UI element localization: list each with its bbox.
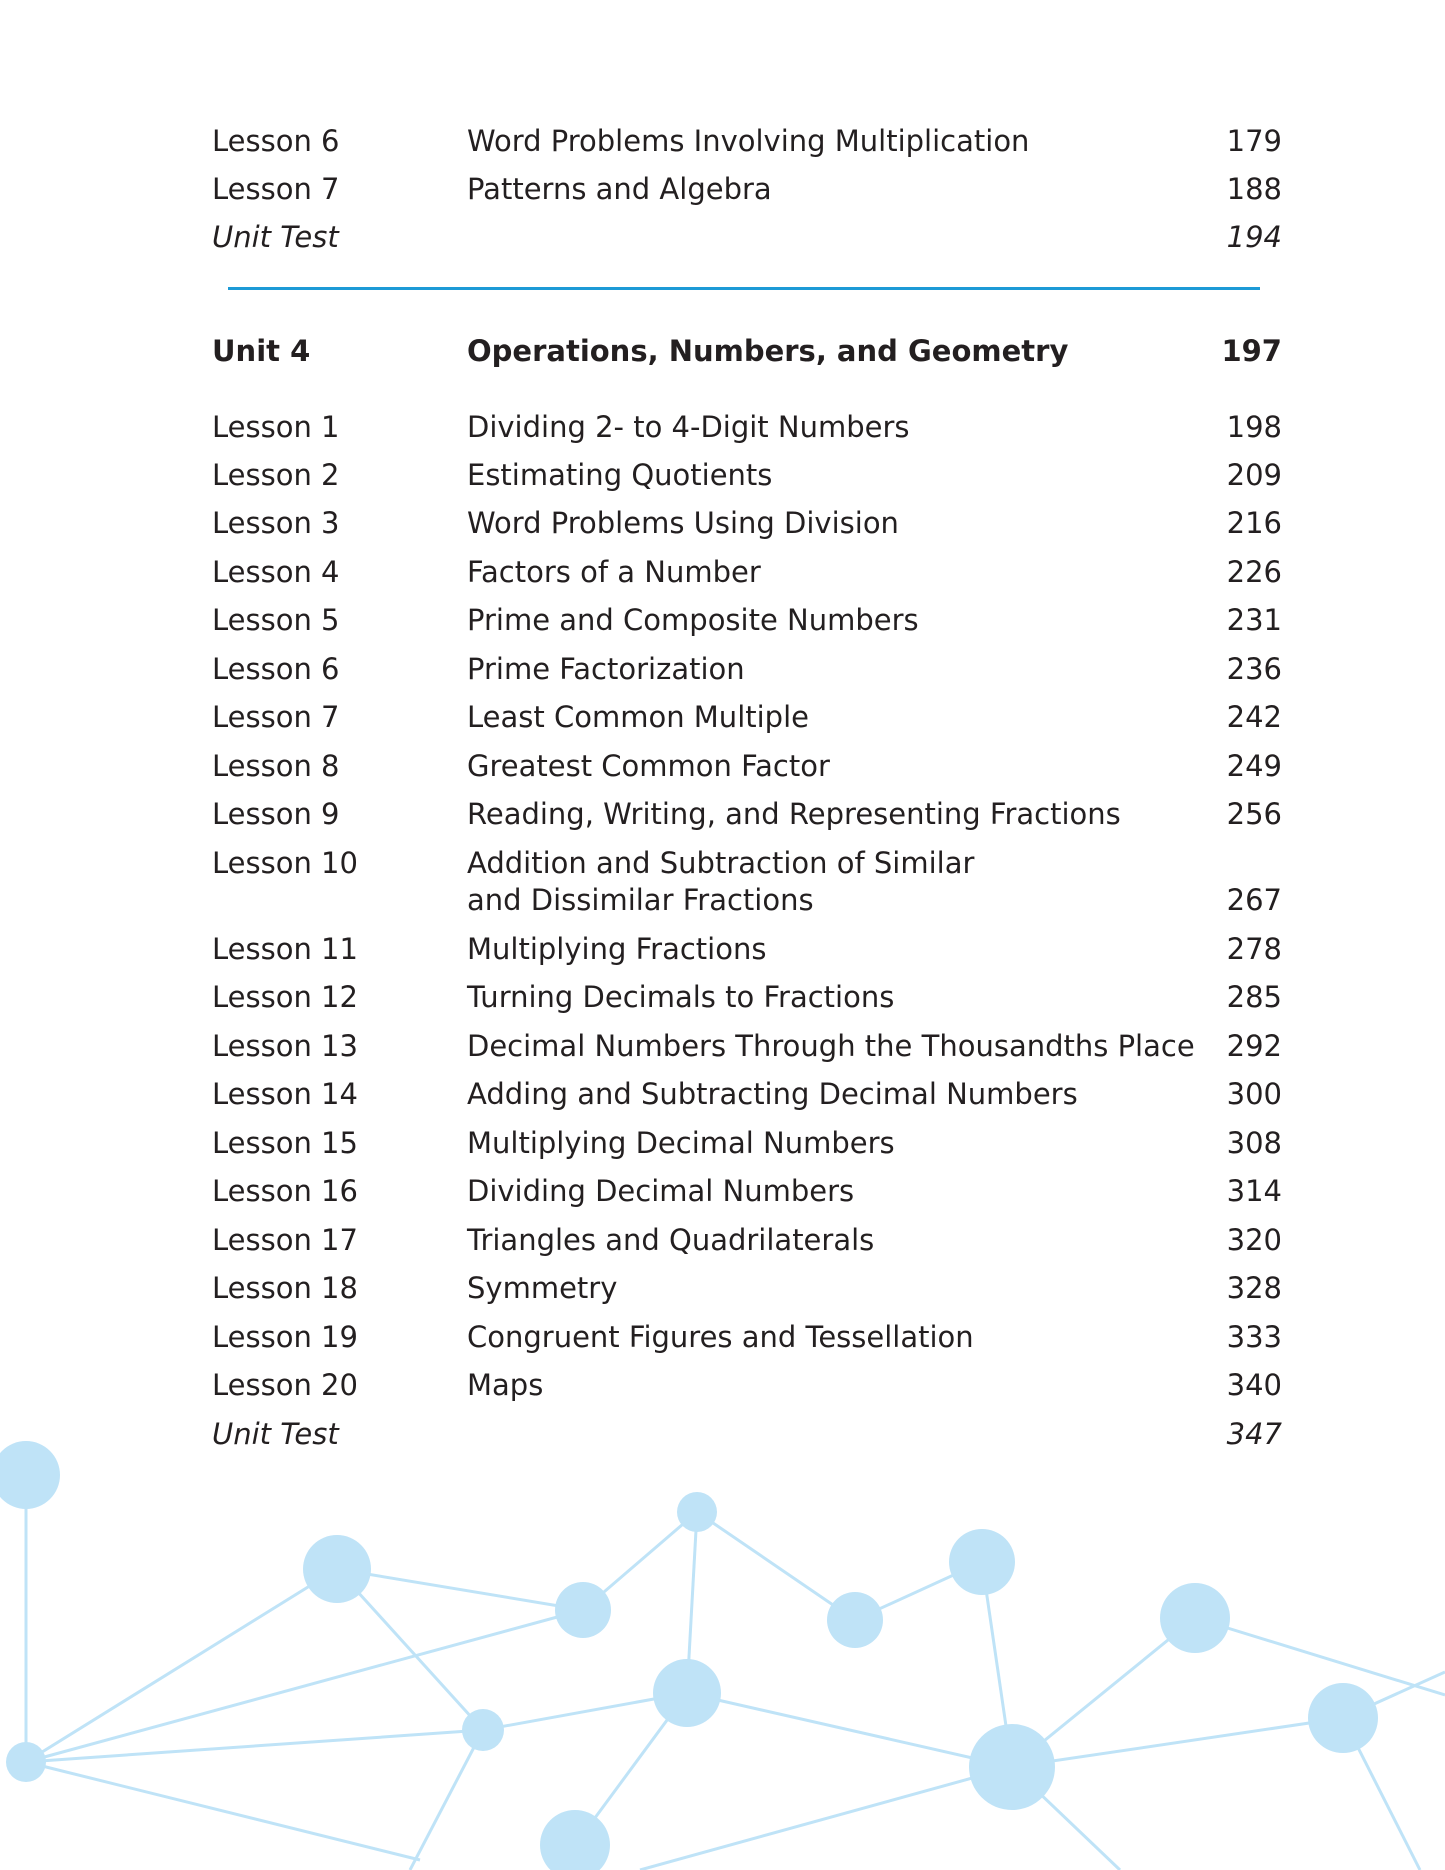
lesson-label: Lesson 10	[212, 846, 358, 880]
lesson-label: Lesson 7	[212, 172, 340, 206]
toc-entry[interactable]	[0, 1314, 1445, 1360]
lesson-label: Lesson 3	[212, 506, 340, 540]
page-number: 308	[1226, 1126, 1282, 1160]
lesson-title: Prime and Composite Numbers	[467, 603, 919, 637]
lesson-title: Triangles and Quadrilaterals	[467, 1223, 875, 1257]
lesson-title: Decimal Numbers Through the Thousandths Place	[467, 1029, 1195, 1063]
lesson-label: Lesson 13	[212, 1029, 358, 1063]
toc-entry[interactable]	[0, 743, 1445, 789]
toc-entry[interactable]	[0, 1265, 1445, 1311]
lesson-label: Lesson 11	[212, 932, 358, 966]
page-number: 267	[1226, 883, 1282, 917]
page-number: 314	[1226, 1174, 1282, 1208]
lesson-title: Factors of a Number	[467, 555, 761, 589]
page-number: 216	[1226, 506, 1282, 540]
unit-heading[interactable]	[0, 328, 1445, 374]
unit-test-label: Unit Test	[212, 220, 339, 254]
section-divider	[228, 287, 1260, 290]
page-number: 236	[1226, 652, 1282, 686]
lesson-label: Lesson 18	[212, 1271, 358, 1305]
lesson-label: Lesson 12	[212, 980, 358, 1014]
lesson-label: Lesson 14	[212, 1077, 358, 1111]
page-number: 333	[1226, 1320, 1282, 1354]
page-number: 179	[1226, 124, 1282, 158]
lesson-label: Lesson 6	[212, 652, 340, 686]
toc-entry[interactable]	[0, 166, 1445, 212]
lesson-title: Dividing 2- to 4-Digit Numbers	[467, 410, 910, 444]
toc-entry[interactable]	[0, 549, 1445, 595]
page-number: 242	[1226, 700, 1282, 734]
lesson-title: Least Common Multiple	[467, 700, 809, 734]
page-number: 226	[1226, 555, 1282, 589]
lesson-title: Symmetry	[467, 1271, 618, 1305]
toc-entry[interactable]	[0, 791, 1445, 837]
lesson-title: Multiplying Decimal Numbers	[467, 1126, 895, 1160]
lesson-label: Lesson 17	[212, 1223, 358, 1257]
page-number: 300	[1226, 1077, 1282, 1111]
toc-entry[interactable]	[0, 646, 1445, 692]
unit-title: Operations, Numbers, and Geometry	[467, 334, 1069, 368]
page-number: 188	[1226, 172, 1282, 206]
lesson-label: Lesson 4	[212, 555, 340, 589]
lesson-title: Patterns and Algebra	[467, 172, 772, 206]
lesson-label: Lesson 6	[212, 124, 340, 158]
lesson-title-line2: and Dissimilar Fractions	[467, 883, 814, 917]
toc-entry[interactable]	[0, 1023, 1445, 1069]
page-number: 292	[1226, 1029, 1282, 1063]
unit-label: Unit 4	[212, 334, 311, 368]
toc-entry[interactable]	[0, 500, 1445, 546]
toc-entry[interactable]	[0, 1071, 1445, 1117]
lesson-label: Lesson 7	[212, 700, 340, 734]
lesson-title: Multiplying Fractions	[467, 932, 767, 966]
page-number: 256	[1226, 797, 1282, 831]
toc-entry-unit-test[interactable]	[0, 214, 1445, 260]
page-number: 209	[1226, 458, 1282, 492]
lesson-title: Greatest Common Factor	[467, 749, 830, 783]
lesson-label: Lesson 19	[212, 1320, 358, 1354]
toc-entry[interactable]	[0, 1168, 1445, 1214]
lesson-title: Dividing Decimal Numbers	[467, 1174, 855, 1208]
lesson-title: Addition and Subtraction of Similar	[467, 846, 975, 880]
toc-entry[interactable]	[0, 1217, 1445, 1263]
page-number: 340	[1226, 1368, 1282, 1402]
page-number: 347	[1226, 1417, 1282, 1451]
toc-entry[interactable]	[0, 926, 1445, 972]
page-number: 198	[1226, 410, 1282, 444]
page-number: 197	[1221, 334, 1282, 368]
lesson-title: Prime Factorization	[467, 652, 745, 686]
page-number: 285	[1226, 980, 1282, 1014]
toc-entry[interactable]	[0, 1120, 1445, 1166]
toc-entry[interactable]	[0, 597, 1445, 643]
lesson-title: Turning Decimals to Fractions	[467, 980, 895, 1014]
page-number: 249	[1226, 749, 1282, 783]
toc-entry[interactable]	[0, 974, 1445, 1020]
lesson-title: Word Problems Using Division	[467, 506, 899, 540]
lesson-title: Maps	[467, 1368, 544, 1402]
lesson-label: Lesson 5	[212, 603, 340, 637]
network-decoration	[0, 1420, 1445, 1870]
lesson-label: Lesson 16	[212, 1174, 358, 1208]
page-number: 231	[1226, 603, 1282, 637]
lesson-title: Congruent Figures and Tessellation	[467, 1320, 974, 1354]
lesson-title: Estimating Quotients	[467, 458, 773, 492]
page-number: 320	[1226, 1223, 1282, 1257]
toc-entry[interactable]	[0, 452, 1445, 498]
toc-entry-continuation[interactable]	[0, 877, 1445, 923]
lesson-title: Adding and Subtracting Decimal Numbers	[467, 1077, 1078, 1111]
lesson-label: Lesson 20	[212, 1368, 358, 1402]
lesson-label: Lesson 15	[212, 1126, 358, 1160]
unit-test-label: Unit Test	[212, 1417, 339, 1451]
lesson-label: Lesson 2	[212, 458, 340, 492]
lesson-label: Lesson 9	[212, 797, 340, 831]
toc-entry[interactable]	[0, 694, 1445, 740]
toc-entry[interactable]	[0, 118, 1445, 164]
lesson-label: Lesson 8	[212, 749, 340, 783]
page-number: 194	[1226, 220, 1282, 254]
lesson-label: Lesson 1	[212, 410, 340, 444]
lesson-title: Reading, Writing, and Representing Fractions	[467, 797, 1121, 831]
toc-entry[interactable]	[0, 1362, 1445, 1408]
toc-entry[interactable]	[0, 404, 1445, 450]
page-number: 328	[1226, 1271, 1282, 1305]
page-number: 278	[1226, 932, 1282, 966]
lesson-title: Word Problems Involving Multiplication	[467, 124, 1030, 158]
